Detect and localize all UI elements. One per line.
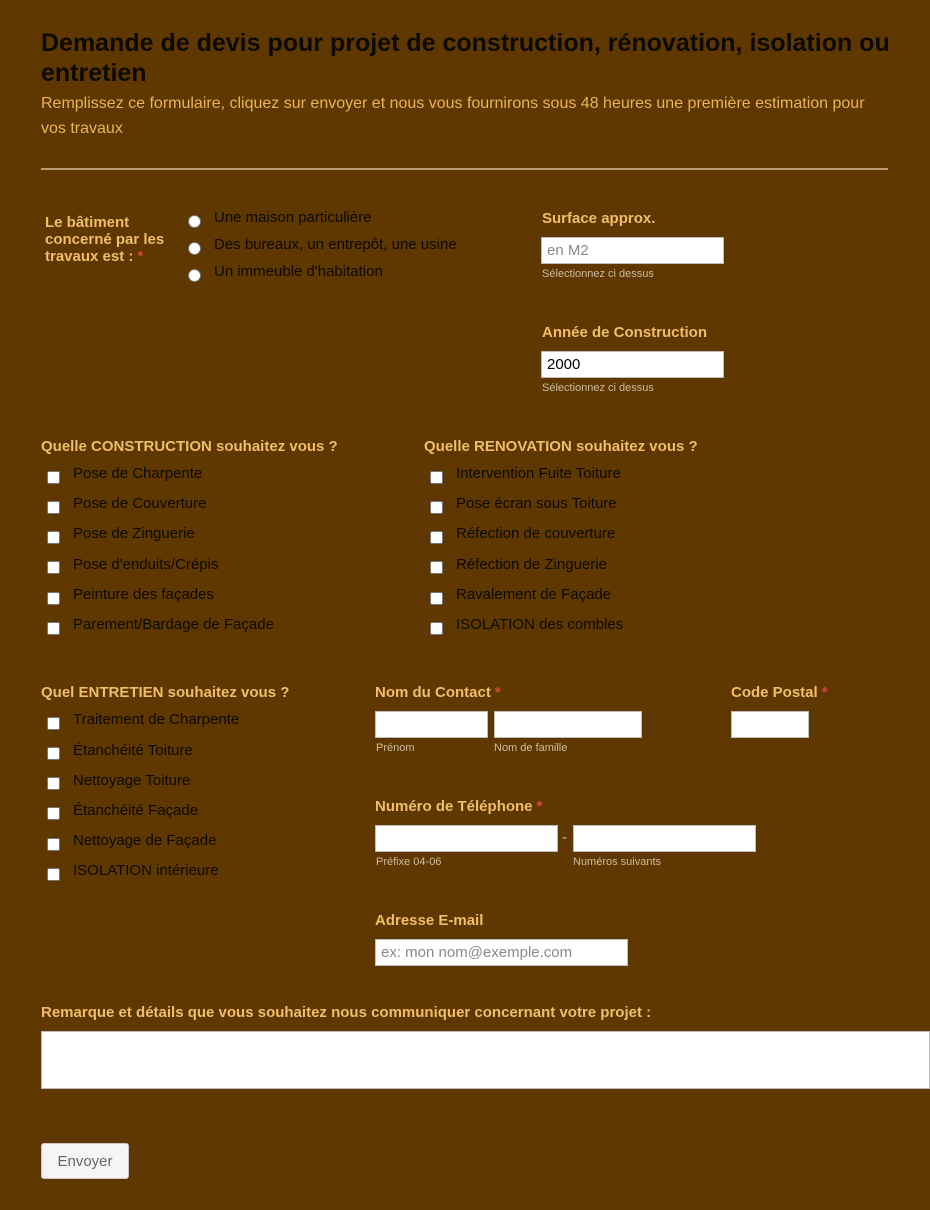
email-input[interactable] bbox=[375, 939, 628, 966]
phone-prefix-sublabel: Préfixe 04-06 bbox=[376, 856, 442, 868]
checkbox-construction-6[interactable] bbox=[47, 622, 60, 635]
annee-input[interactable] bbox=[541, 351, 724, 378]
entretien-option-6[interactable]: ISOLATION intérieure bbox=[73, 862, 219, 879]
construction-option-2[interactable]: Pose de Couverture bbox=[73, 495, 207, 512]
annee-sublabel: Sélectionnez ci dessus bbox=[542, 382, 654, 394]
radio-maison[interactable] bbox=[188, 215, 201, 228]
first-name-sublabel: Prénom bbox=[376, 742, 415, 754]
batiment-label-text: Le bâtiment concerné par les travaux est : bbox=[45, 214, 165, 265]
radio-bureaux-label[interactable]: Des bureaux, un entrepôt, une usine bbox=[214, 236, 457, 253]
checkbox-entretien-6[interactable] bbox=[47, 868, 60, 881]
renovation-option-1[interactable]: Intervention Fuite Toiture bbox=[456, 465, 621, 482]
batiment-label bbox=[45, 214, 175, 265]
required-marker: * bbox=[821, 684, 828, 701]
checkbox-entretien-5[interactable] bbox=[47, 838, 60, 851]
phone-label bbox=[375, 798, 542, 815]
construction-option-1[interactable]: Pose de Charpente bbox=[73, 465, 203, 482]
checkbox-renovation-3[interactable] bbox=[430, 531, 443, 544]
renovation-option-4[interactable]: Réfection de Zinguerie bbox=[456, 556, 607, 573]
renovation-label: Quelle RENOVATION souhaitez vous ? bbox=[424, 438, 698, 455]
surface-input[interactable] bbox=[541, 237, 724, 264]
renovation-option-2[interactable]: Pose écran sous Toiture bbox=[456, 495, 617, 512]
phone-number-input[interactable] bbox=[573, 825, 756, 852]
remarks-textarea[interactable] bbox=[41, 1031, 930, 1089]
checkbox-construction-1[interactable] bbox=[47, 471, 60, 484]
renovation-option-5[interactable]: Ravalement de Façade bbox=[456, 586, 612, 603]
last-name-input[interactable] bbox=[494, 711, 642, 738]
radio-immeuble[interactable] bbox=[188, 269, 201, 282]
checkbox-renovation-4[interactable] bbox=[430, 561, 443, 574]
header-divider bbox=[41, 168, 888, 170]
postal-code-input[interactable] bbox=[731, 711, 809, 738]
checkbox-entretien-3[interactable] bbox=[47, 777, 60, 790]
entretien-label: Quel ENTRETIEN souhaitez vous ? bbox=[41, 684, 290, 701]
construction-option-4[interactable]: Pose d'enduits/Crépis bbox=[73, 556, 219, 573]
submit-button[interactable]: Envoyer bbox=[41, 1143, 129, 1179]
phone-number-sublabel: Numéros suivants bbox=[573, 856, 662, 868]
form-subtitle: Remplissez ce formulaire, cliquez sur envoyer et nous vous fournirons sous 48 heures une première estimation pour vos travaux bbox=[41, 95, 865, 137]
checkbox-renovation-6[interactable] bbox=[430, 622, 443, 635]
renovation-option-3[interactable]: Réfection de couverture bbox=[456, 525, 616, 542]
entretien-option-3[interactable]: Nettoyage Toiture bbox=[73, 772, 191, 789]
contact-label-text: Nom du Contact bbox=[375, 684, 491, 701]
checkbox-construction-2[interactable] bbox=[47, 501, 60, 514]
required-marker: * bbox=[494, 684, 501, 701]
checkbox-construction-4[interactable] bbox=[47, 561, 60, 574]
construction-option-3[interactable]: Pose de Zinguerie bbox=[73, 525, 195, 542]
entretien-option-5[interactable]: Nettoyage de Façade bbox=[73, 832, 217, 849]
checkbox-renovation-1[interactable] bbox=[430, 471, 443, 484]
first-name-input[interactable] bbox=[375, 711, 488, 738]
checkbox-renovation-5[interactable] bbox=[430, 592, 443, 605]
form-title: Demande de devis pour projet de construction, rénovation, isolation ou entretien bbox=[41, 29, 890, 87]
checkbox-construction-3[interactable] bbox=[47, 531, 60, 544]
renovation-option-6[interactable]: ISOLATION des combles bbox=[456, 616, 624, 633]
radio-maison-label[interactable]: Une maison particulière bbox=[214, 209, 372, 226]
construction-label: Quelle CONSTRUCTION souhaitez vous ? bbox=[41, 438, 338, 455]
radio-bureaux[interactable] bbox=[188, 242, 201, 255]
phone-separator: - bbox=[562, 829, 567, 846]
phone-label-text: Numéro de Téléphone bbox=[375, 798, 533, 815]
construction-option-5[interactable]: Peinture des façades bbox=[73, 586, 214, 603]
required-marker: * bbox=[137, 248, 144, 265]
checkbox-entretien-4[interactable] bbox=[47, 807, 60, 820]
postal-label-text: Code Postal bbox=[731, 684, 818, 701]
phone-prefix-input[interactable] bbox=[375, 825, 558, 852]
checkbox-entretien-2[interactable] bbox=[47, 747, 60, 760]
entretien-option-2[interactable]: Étanchéité Toiture bbox=[73, 742, 193, 759]
entretien-option-1[interactable]: Traitement de Charpente bbox=[73, 711, 240, 728]
surface-sublabel: Sélectionnez ci dessus bbox=[542, 268, 654, 280]
checkbox-renovation-2[interactable] bbox=[430, 501, 443, 514]
surface-label: Surface approx. bbox=[542, 210, 656, 227]
checkbox-entretien-1[interactable] bbox=[47, 717, 60, 730]
postal-label bbox=[731, 684, 828, 701]
email-label: Adresse E-mail bbox=[375, 912, 484, 929]
last-name-sublabel: Nom de famille bbox=[494, 742, 568, 754]
radio-immeuble-label[interactable]: Un immeuble d'habitation bbox=[214, 263, 383, 280]
remarks-label: Remarque et détails que vous souhaitez nous communiquer concernant votre projet : bbox=[41, 1004, 652, 1021]
required-marker: * bbox=[536, 798, 543, 815]
entretien-option-4[interactable]: Étanchéité Façade bbox=[73, 802, 199, 819]
construction-option-6[interactable]: Parement/Bardage de Façade bbox=[73, 616, 274, 633]
annee-label: Année de Construction bbox=[542, 324, 708, 341]
contact-label bbox=[375, 684, 501, 701]
checkbox-construction-5[interactable] bbox=[47, 592, 60, 605]
